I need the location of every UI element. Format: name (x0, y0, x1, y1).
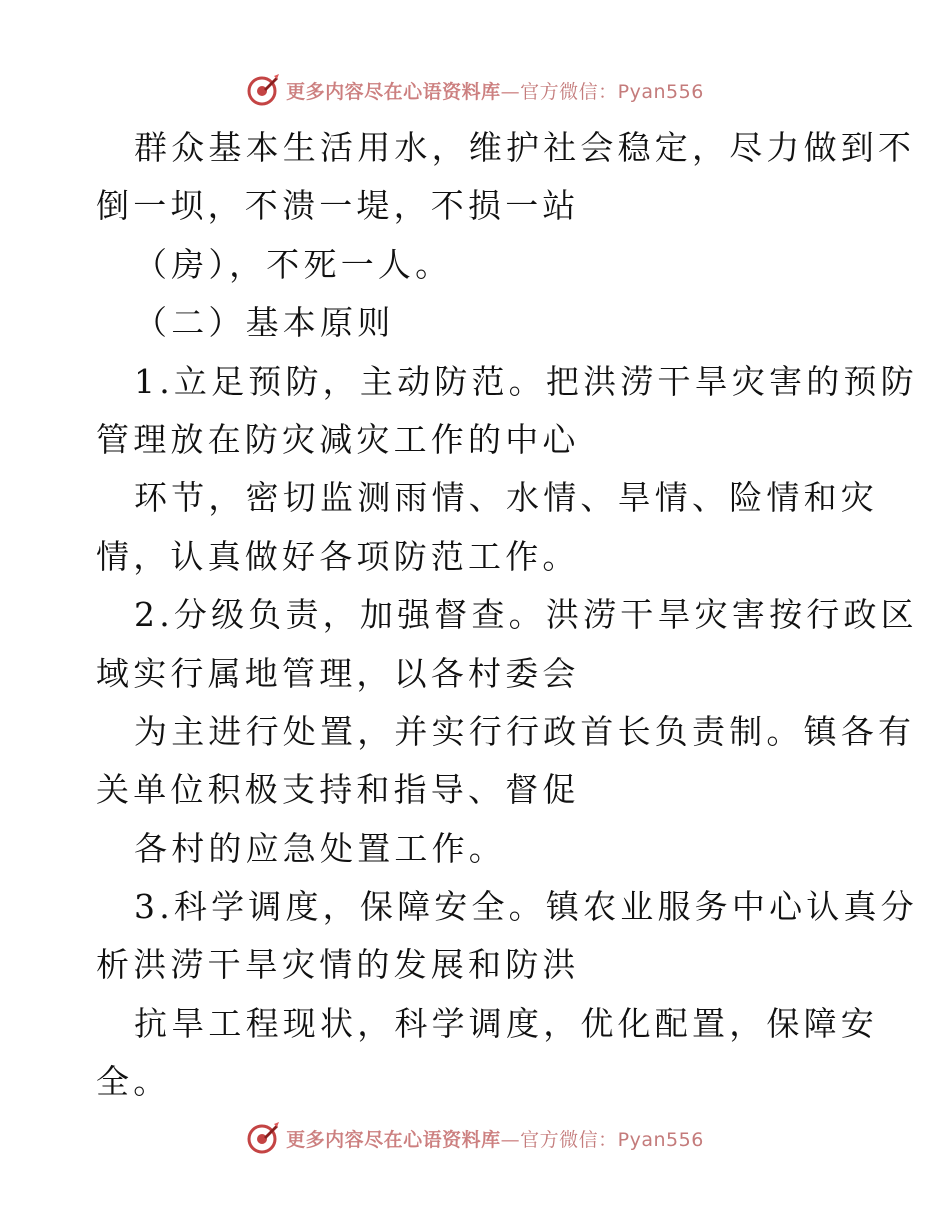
body-line: 管理放在防灾减灾工作的中心 (96, 419, 580, 459)
body-line: 3.科学调度，保障安全。镇农业服务中心认真分 (134, 887, 918, 927)
section-heading: （二）基本原则 (134, 303, 395, 343)
body-line: 1.立足预防，主动防范。把洪涝干旱灾害的预防 (134, 361, 918, 401)
watermark-dash: — (500, 80, 521, 103)
watermark-text (286, 77, 704, 104)
document-body (96, 119, 918, 1112)
body-line: 环节，密切监测雨情、水情、旱情、险情和灾 (134, 478, 878, 518)
watermark-text (286, 1125, 704, 1152)
body-line: （房），不死一人。 (134, 244, 453, 284)
footer-watermark (0, 1118, 950, 1158)
body-line: 各村的应急处置工作。 (134, 828, 506, 868)
logo-icon (246, 73, 280, 107)
body-line: 抗旱工程现状，科学调度，优化配置，保障安 (134, 1003, 878, 1043)
logo-icon (246, 1121, 280, 1155)
body-line: 群众基本生活用水，维护社会稳定，尽力做到不 (134, 128, 916, 167)
watermark-lead: 更多内容尽在心语资料库 (286, 1128, 501, 1151)
body-line: 域实行属地管理，以各村委会 (96, 653, 580, 693)
body-line: 倒一坝，不溃一堤，不损一站 (96, 186, 580, 226)
watermark-group (246, 73, 704, 107)
body-line: 全。 (96, 1062, 171, 1102)
watermark-group (246, 1121, 704, 1155)
body-line: 析洪涝干旱灾情的发展和防洪 (96, 945, 580, 985)
body-line: 情，认真做好各项防范工作。 (96, 536, 580, 576)
body-line: 关单位积极支持和指导、督促 (96, 770, 580, 810)
watermark-tail: 官方微信：Pyan556 (520, 1128, 704, 1151)
body-line: 2.分级负责，加强督查。洪涝干旱灾害按行政区 (134, 595, 918, 635)
watermark-tail: 官方微信：Pyan556 (520, 80, 704, 103)
header-watermark (0, 70, 950, 110)
watermark-lead: 更多内容尽在心语资料库 (286, 80, 501, 103)
body-line: 为主进行处置，并实行行政首长负责制。镇各有 (134, 711, 916, 751)
watermark-dash: — (500, 1128, 521, 1151)
